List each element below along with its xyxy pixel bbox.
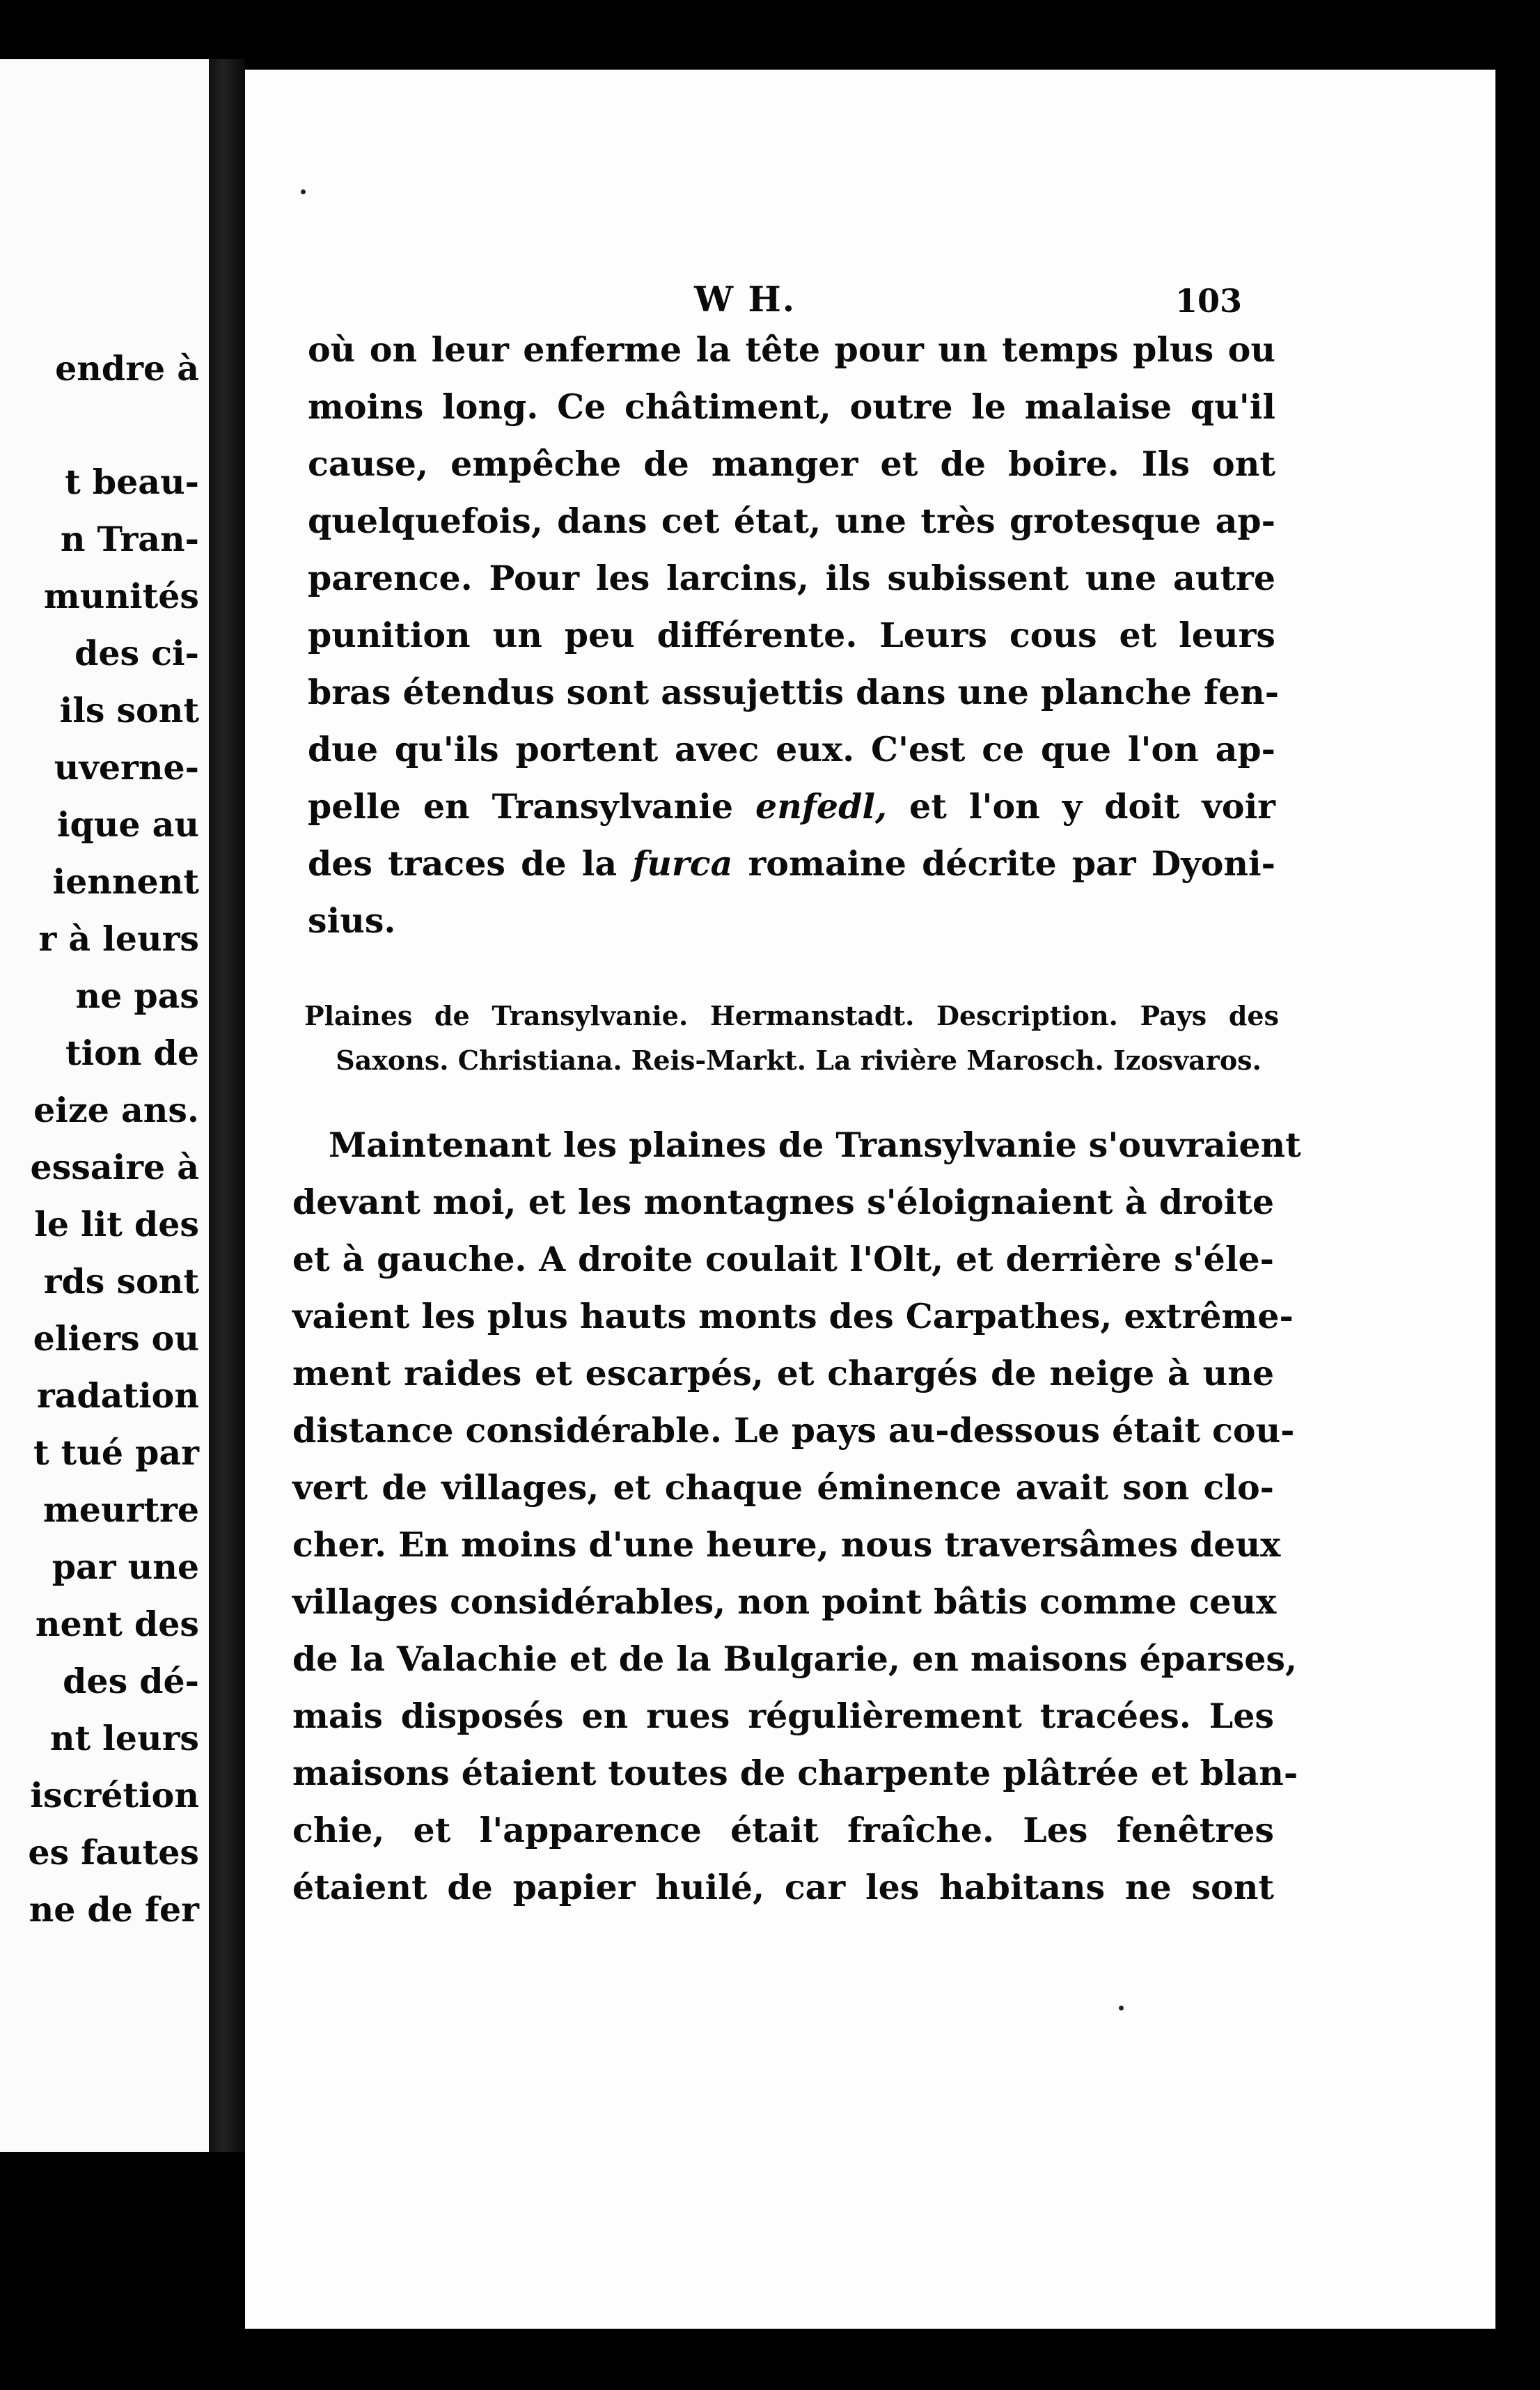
left-page-line: endre à xyxy=(55,348,199,389)
left-page-line: eliers ou xyxy=(33,1318,199,1359)
left-page-line: iennent xyxy=(52,861,199,902)
text-line: maisons étaient toutes de charpente plâtrée et blan- xyxy=(292,1753,1298,1793)
text-run: pelle en Transylvanie xyxy=(308,786,756,827)
text-run: romaine décrite par Dyoni- xyxy=(732,843,1275,884)
text-line: bras étendus sont assujettis dans une planche fen- xyxy=(308,672,1280,712)
text-line: devant moi, et les montagnes s'éloignaient à droite xyxy=(292,1182,1274,1222)
running-head: W H. xyxy=(694,279,796,320)
left-page-line: ne de fer xyxy=(29,1889,199,1930)
text-line: parence. Pour les larcins, ils subissent une autre xyxy=(308,558,1275,598)
right-page xyxy=(245,70,1495,2329)
text-line: quelquefois, dans cet état, une très grotesque ap- xyxy=(308,501,1275,541)
paper-speck xyxy=(301,189,306,194)
left-page-line: ne pas xyxy=(75,976,199,1016)
left-page-line: r à leurs xyxy=(38,919,199,959)
text-line: chie, et l'apparence était fraîche. Les fenêtres xyxy=(292,1810,1274,1850)
text-line: de la Valachie et de la Bulgarie, en maisons éparses, xyxy=(292,1639,1298,1679)
left-page-line: rds sont xyxy=(43,1261,199,1302)
left-page-line: ils sont xyxy=(59,690,199,731)
left-page-line: le lit des xyxy=(34,1204,199,1244)
left-page-line: es fautes xyxy=(28,1832,199,1873)
left-page xyxy=(0,59,209,2152)
text-line: due qu'ils portent avec eux. C'est ce que l'on ap- xyxy=(308,729,1275,770)
left-page-line: des dé- xyxy=(63,1661,199,1701)
text-line xyxy=(308,843,1275,884)
text-line: Maintenant les plaines de Transylvanie s'ouvraient xyxy=(329,1125,1301,1165)
text-line: punition un peu différente. Leurs cous et leurs xyxy=(308,615,1275,655)
text-line: cause, empêche de manger et de boire. Ils ont xyxy=(308,444,1275,484)
page-header xyxy=(245,279,1495,324)
text-line: étaient de papier huilé, car les habitans ne sont xyxy=(292,1867,1274,1907)
left-page-line: n Tran- xyxy=(60,519,199,559)
text-line xyxy=(308,786,1275,827)
text-line: distance considérable. Le pays au-dessous était cou- xyxy=(292,1410,1295,1451)
text-line: cher. En moins d'une heure, nous traversâmes deux xyxy=(292,1524,1281,1565)
left-page-line: t tué par xyxy=(33,1432,199,1473)
text-run: des traces de la xyxy=(308,843,633,884)
paper-speck xyxy=(1119,2006,1124,2010)
left-page-line: essaire à xyxy=(30,1147,199,1187)
left-page-line: tion de xyxy=(65,1033,199,1073)
text-line: sius. xyxy=(308,900,396,941)
left-page-line: uverne- xyxy=(54,747,199,788)
text-line: et à gauche. A droite coulait l'Olt, et derrière s'éle- xyxy=(292,1239,1274,1279)
text-line: moins long. Ce châtiment, outre le malaise qu'il xyxy=(308,386,1275,427)
text-run: et l'on y doit voir xyxy=(887,786,1275,827)
book-gutter xyxy=(209,59,245,2152)
text-line: villages considérables, non point bâtis comme ceux xyxy=(292,1581,1277,1622)
left-page-line: t beau- xyxy=(65,462,199,502)
left-page-line: munités xyxy=(43,576,199,616)
left-page-line: eize ans. xyxy=(33,1090,199,1130)
italic-term: furca xyxy=(632,843,733,884)
italic-term: enfedl, xyxy=(755,786,888,827)
text-line: où on leur enferme la tête pour un temps plus ou xyxy=(308,329,1275,370)
left-page-line: des ci- xyxy=(74,633,199,673)
left-page-line: ique au xyxy=(56,804,199,845)
text-line: vaient les plus hauts monts des Carpathes, extrême- xyxy=(292,1296,1294,1336)
left-page-line: iscrétion xyxy=(30,1775,199,1815)
page-number: 103 xyxy=(1175,282,1243,320)
left-page-line: par une xyxy=(52,1547,199,1587)
left-page-line: radation xyxy=(36,1375,199,1416)
left-page-line: meurtre xyxy=(42,1490,199,1530)
left-page-line: nt leurs xyxy=(49,1718,199,1758)
text-line: ment raides et escarpés, et chargés de neige à une xyxy=(292,1353,1274,1393)
text-line: vert de villages, et chaque éminence avait son clo- xyxy=(292,1467,1274,1508)
chapter-summary-line: Plaines de Transylvanie. Hermanstadt. Description. Pays des xyxy=(304,1000,1279,1031)
text-line: mais disposés en rues régulièrement tracées. Les xyxy=(292,1696,1274,1736)
left-page-line: nent des xyxy=(35,1604,199,1644)
chapter-summary-line: Saxons. Christiana. Reis-Markt. La rivière Marosch. Izosvaros. xyxy=(336,1045,1262,1076)
